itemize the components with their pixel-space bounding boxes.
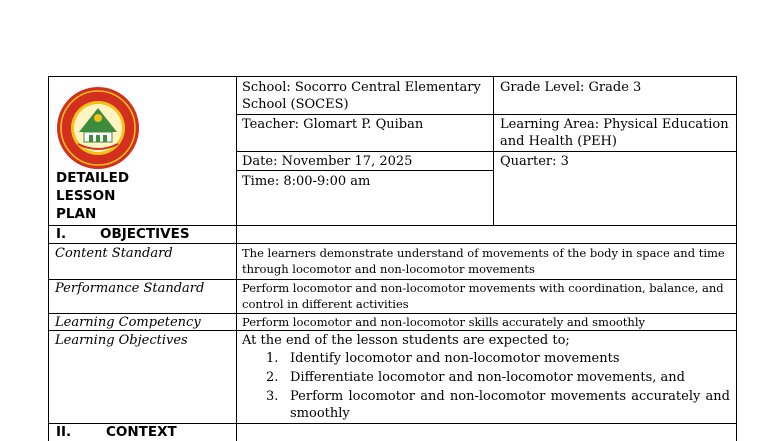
content-standard-line-1: The learners demonstrate understand of movements of the body in space and time: [242, 246, 725, 260]
teacher-field: Teacher: Glomart P. Quiban: [242, 117, 424, 132]
context-section-number: II.: [56, 424, 72, 440]
row-line: [236, 151, 737, 152]
objective-text-continued: smoothly: [290, 406, 350, 421]
context-section-title: CONTEXT: [106, 424, 177, 440]
learning-competency-label: Learning Competency: [55, 315, 201, 330]
objective-text: Identify locomotor and non-locomotor movements: [290, 351, 620, 366]
learning-competency-value: Perform locomotor and non-locomotor skills accurately and smoothly: [242, 315, 645, 329]
objective-text: Differentiate locomotor and non-locomotor movements, and: [290, 370, 685, 385]
content-standard-line-2: through locomotor and non-locomotor movements: [242, 262, 535, 276]
table-border-left: [48, 76, 49, 441]
school-field-line-1: School: Socorro Central Elementary: [242, 80, 481, 95]
performance-standard-line-1: Perform locomotor and non-locomotor movements with coordination, balance, and: [242, 281, 724, 295]
performance-standard-line-2: control in different activities: [242, 297, 409, 311]
objectives-section-number: I.: [56, 226, 67, 242]
table-border-right: [736, 76, 737, 441]
row-line: [236, 114, 737, 115]
column-line: [236, 76, 237, 441]
plan-title-line-2: LESSON: [56, 188, 116, 204]
row-line: [236, 170, 493, 171]
objective-number: 3.: [266, 389, 279, 404]
content-standard-label: Content Standard: [55, 246, 173, 261]
learning-objectives-intro: At the end of the lesson students are expected to;: [242, 333, 570, 348]
grade-level-field: Grade Level: Grade 3: [500, 80, 642, 95]
plan-title-line-3: PLAN: [56, 206, 97, 222]
school-seal-logo: [56, 86, 140, 170]
learning-area-line-1: Learning Area: Physical Education: [500, 117, 729, 132]
objective-number: 1.: [266, 351, 279, 366]
learning-area-line-2: and Health (PEH): [500, 134, 617, 149]
objective-text: Perform locomotor and non-locomotor movements accurately and: [290, 389, 730, 404]
table-border-top: [48, 76, 737, 77]
objective-number: 2.: [266, 370, 279, 385]
row-line: [48, 243, 737, 244]
column-line: [493, 76, 494, 225]
plan-title-line-1: DETAILED: [56, 170, 130, 186]
objectives-section-title: OBJECTIVES: [100, 226, 190, 242]
performance-standard-label: Performance Standard: [55, 281, 205, 296]
school-field-line-2: School (SOCES): [242, 97, 349, 112]
time-field: Time: 8:00-9:00 am: [242, 174, 371, 189]
quarter-field: Quarter: 3: [500, 154, 569, 169]
learning-objectives-label: Learning Objectives: [55, 333, 188, 348]
date-field: Date: November 17, 2025: [242, 154, 413, 169]
